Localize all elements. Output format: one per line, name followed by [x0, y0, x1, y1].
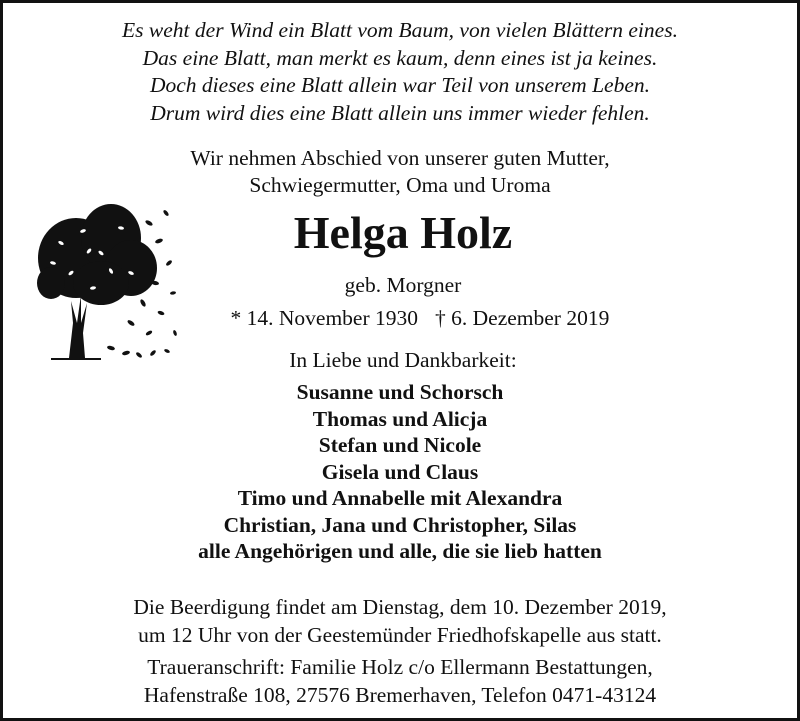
- birth-date: * 14. November 1930: [230, 306, 418, 330]
- poem: [3, 17, 797, 127]
- address-line: Traueranschrift: Familie Holz c/o Ellermann Bestattungen,: [147, 655, 653, 679]
- mourners-list: [3, 379, 797, 565]
- mourner-entry: Susanne und Schorsch: [296, 380, 504, 404]
- mourner-entry: Gisela und Claus: [321, 459, 479, 484]
- mourning-address: [3, 653, 797, 709]
- mourner-entry: Thomas und Alicja: [312, 406, 488, 431]
- poem-line: Doch dieses eine Blatt allein war Teil von unserem Leben.: [149, 73, 650, 98]
- mourner-entry: alle Angehörigen und alle, die sie lieb hatten: [198, 539, 602, 563]
- mourner-entry: Stefan und Nicole: [318, 433, 482, 457]
- funeral-info: [3, 593, 797, 649]
- poem-line: Das eine Blatt, man merkt es kaum, denn eines ist ja keines.: [142, 45, 658, 70]
- funeral-line: um 12 Uhr von der Geestemünder Friedhofskapelle aus statt.: [138, 623, 662, 647]
- deceased-name: Helga Holz: [293, 207, 513, 258]
- death-date: † 6. Dezember 2019: [435, 306, 610, 330]
- intro-line: Wir nehmen Abschied von unserer guten Mutter,: [190, 146, 610, 170]
- birth-name: geb. Morgner: [344, 273, 462, 297]
- funeral-line: Die Beerdigung findet am Dienstag, dem 10. Dezember 2019,: [133, 595, 667, 619]
- mourner-entry: Timo und Annabelle mit Alexandra: [237, 486, 563, 510]
- mourner-entry: Christian, Jana und Christopher, Silas: [223, 512, 577, 537]
- thanks-line: In Liebe und Dankbarkeit:: [289, 348, 517, 372]
- poem-line: Es weht der Wind ein Blatt vom Baum, von vielen Blättern eines.: [122, 18, 678, 42]
- intro-line: Schwiegermutter, Oma und Uroma: [249, 173, 551, 197]
- poem-line: Drum wird dies eine Blatt allein uns immer wieder fehlen.: [150, 100, 650, 125]
- address-line: Hafenstraße 108, 27576 Bremerhaven, Telefon 0471-43124: [143, 683, 657, 707]
